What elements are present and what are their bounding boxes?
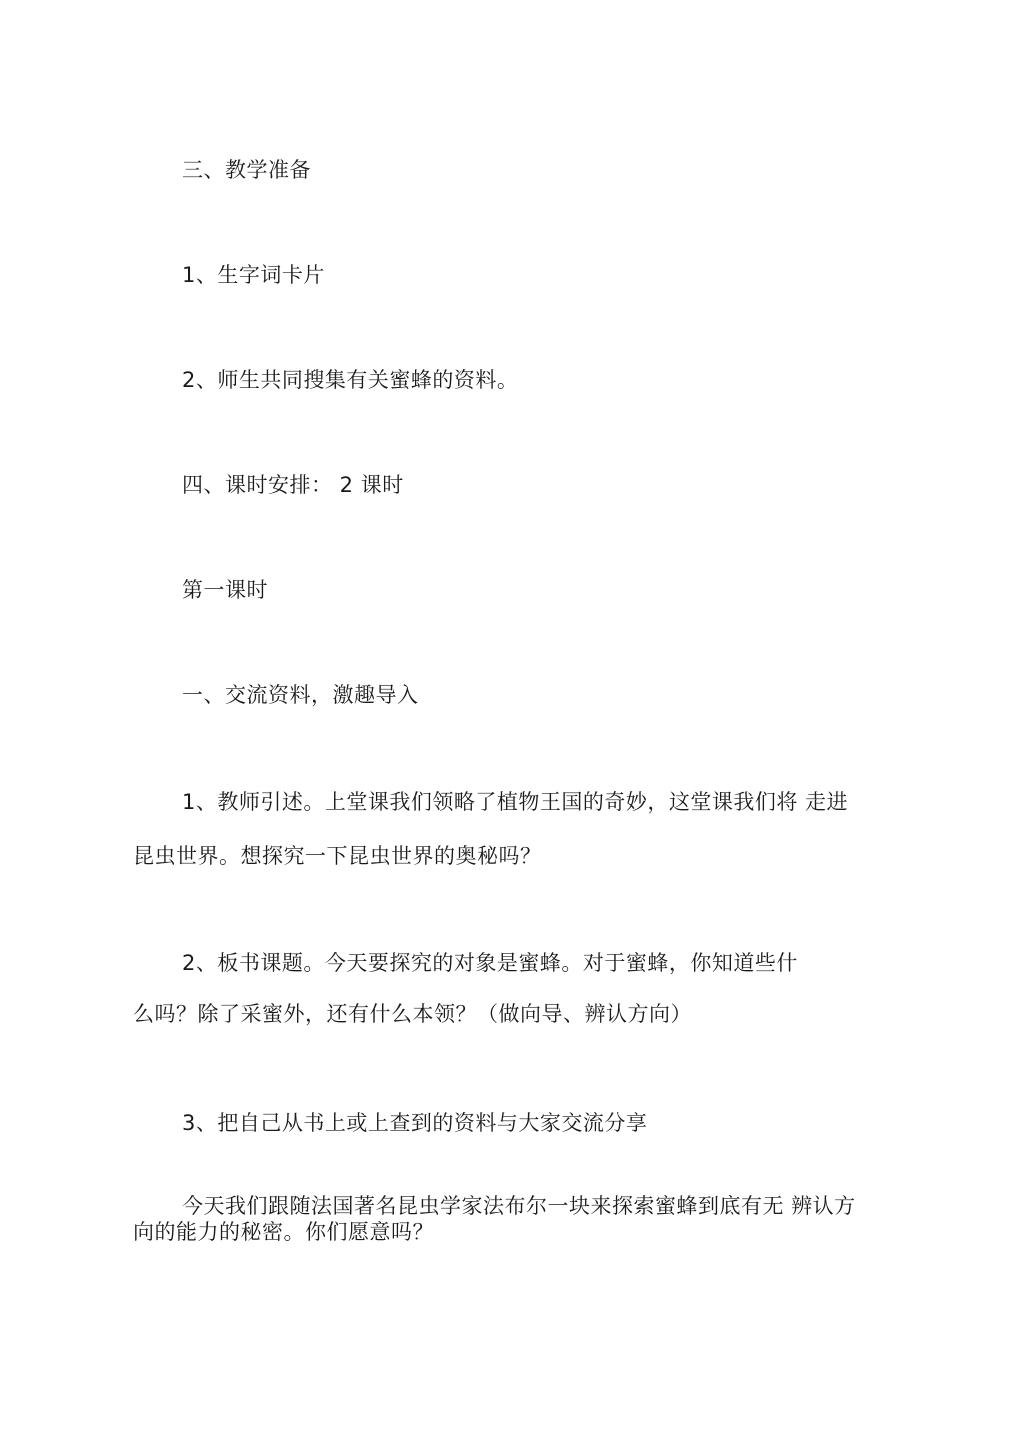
paragraph-line: 昆虫世界。想探究一下昆虫世界的奥秘吗？: [133, 844, 542, 868]
paragraph-line: 今天我们跟随法国著名昆虫学家法布尔一块来探索蜜蜂到底有无 辨认方: [182, 1194, 856, 1218]
paragraph-line: 么吗？除了采蜜外，还有什么本领？（做向导、辨认方向）: [133, 1002, 692, 1026]
paragraph-line: 向的能力的秘密。你们愿意吗？: [133, 1220, 434, 1244]
list-item: 1、生字词卡片: [182, 263, 325, 287]
paragraph-line: 3、把自己从书上或上查到的资料与大家交流分享: [182, 1111, 648, 1135]
section-heading-intro: 一、交流资料，激趣导入: [182, 683, 419, 707]
paragraph-line: 2、板书课题。今天要探究的对象是蜜蜂。对于蜜蜂，你知道些什: [182, 951, 798, 975]
paragraph-line: 1、教师引述。上堂课我们领略了植物王国的奇妙，这堂课我们将 走进: [182, 790, 849, 814]
list-item: 2、师生共同搜集有关蜜蜂的资料。: [182, 368, 519, 392]
section-heading-schedule: 四、课时安排： 2 课时: [182, 473, 404, 497]
lesson-heading: 第一课时: [182, 578, 268, 602]
section-heading-preparation: 三、教学准备: [182, 158, 311, 182]
